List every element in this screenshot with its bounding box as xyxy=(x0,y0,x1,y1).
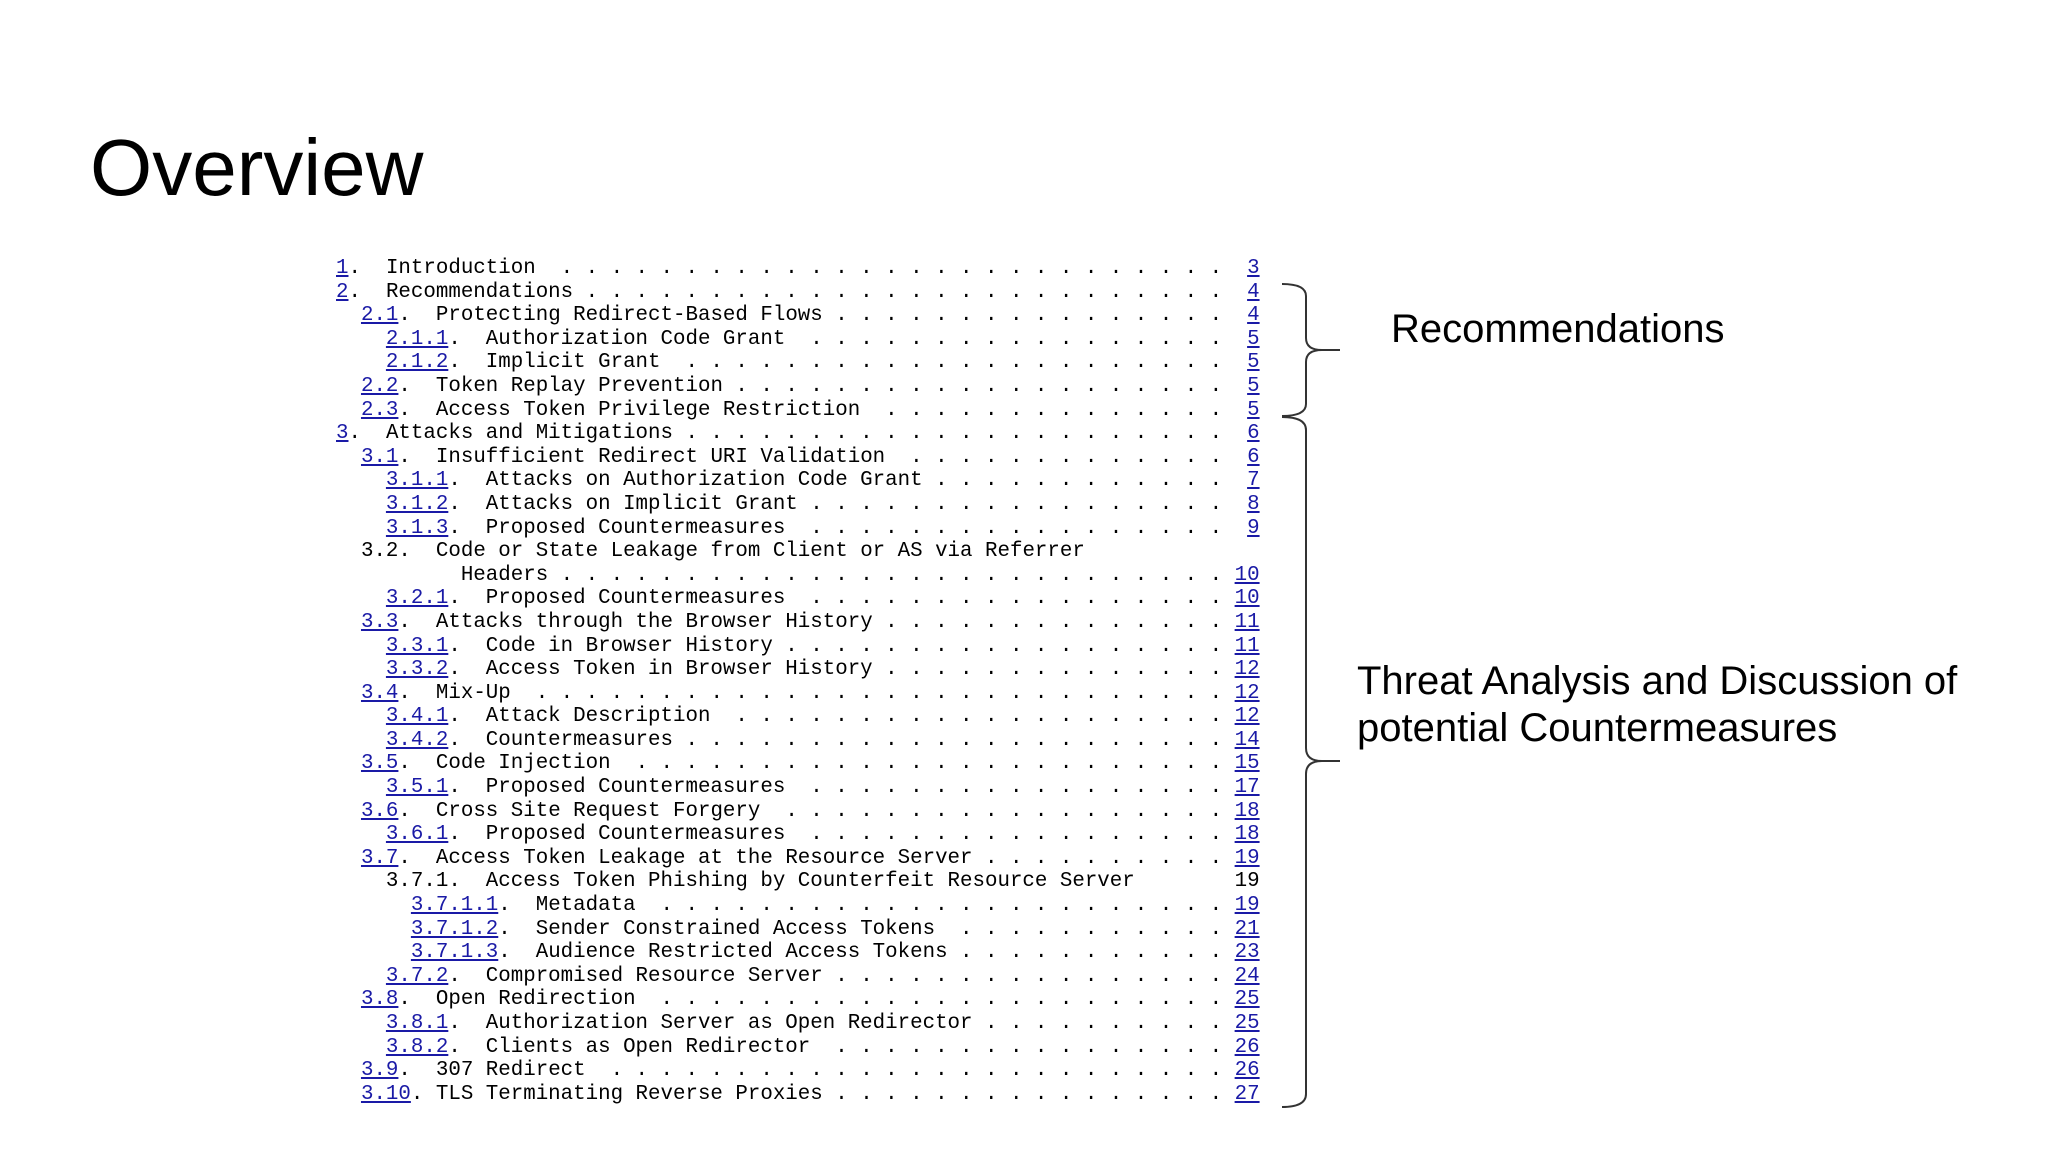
toc-leader-dots: . . . . . . . . . . . . xyxy=(922,469,1223,493)
toc-separator: . xyxy=(398,799,436,823)
toc-leader-dots: . . . . . . . . . . . . . . . . . . . . . . . . . xyxy=(585,1059,1223,1083)
toc-entry[interactable] xyxy=(336,493,1260,517)
toc-entry[interactable] xyxy=(336,328,1260,352)
toc-leader-dots: . . . . . . . . . . . . . . . . . . . . . . . xyxy=(635,894,1223,918)
toc-leader-dots: . . . . . . . . . . . . . . . . . . . . . . . . . . xyxy=(573,280,1223,304)
toc-separator: . xyxy=(410,1082,436,1106)
toc-section-number[interactable]: 3.2.1 xyxy=(385,587,449,611)
toc-separator: . xyxy=(448,469,486,493)
toc-section-number[interactable]: 3.7 xyxy=(360,846,399,870)
toc-leader-dots: . . . . . . . . . . . . . . . . . . . . . . . . . . . xyxy=(548,563,1223,587)
toc-entry[interactable] xyxy=(336,1059,1260,1083)
toc-entry[interactable] xyxy=(336,752,1260,776)
toc-separator: . xyxy=(448,776,486,800)
toc-leader-dots: . . . . . . . . . . . . . . . . . . xyxy=(760,799,1223,823)
toc-entry[interactable] xyxy=(336,1083,1260,1107)
toc-entry[interactable] xyxy=(336,257,1260,281)
toc-entry[interactable] xyxy=(336,375,1260,399)
toc-leader-dots: . . . . . . . . . . . xyxy=(947,941,1223,965)
toc-leader-dots: . . . . . . . . . . . . . . xyxy=(860,398,1223,422)
toc-title: Sender Constrained Access Tokens xyxy=(535,917,936,941)
toc-section-number[interactable]: 3.4.2 xyxy=(385,728,449,752)
toc-entry[interactable] xyxy=(336,399,1260,423)
toc-entry[interactable] xyxy=(336,918,1260,942)
toc-title: Headers xyxy=(460,563,549,587)
toc-section-number[interactable]: 2.1.2 xyxy=(385,351,449,375)
toc-leader-dots: . . . . . . . . . . . . . . . . . xyxy=(785,823,1223,847)
toc-entry[interactable] xyxy=(336,1012,1260,1036)
toc-separator: . xyxy=(448,634,486,658)
toc-separator: . xyxy=(398,398,436,422)
toc-separator: . xyxy=(398,681,436,705)
toc-section-number[interactable]: 3.7.2 xyxy=(385,964,449,988)
toc-page-number[interactable]: 26 xyxy=(1234,1035,1260,1059)
toc-page-number[interactable]: 18 xyxy=(1234,823,1260,847)
toc-section-number: 3.2 xyxy=(360,540,399,564)
toc-leader-dots: . . . . . . . . . . . . . . . . . . . . . . . xyxy=(635,988,1223,1012)
toc-title: Proposed Countermeasures xyxy=(485,516,786,540)
toc-separator: . xyxy=(448,964,486,988)
toc-section-number[interactable]: 3.4.1 xyxy=(385,705,449,729)
toc-leader-dots: . . . . . . . . . . . . . xyxy=(885,445,1223,469)
toc-title: Metadata xyxy=(535,894,636,918)
toc-separator: . xyxy=(398,304,436,328)
toc-separator: . xyxy=(448,587,486,611)
toc-title: 307 Redirect xyxy=(435,1059,586,1083)
toc-title: Access Token in Browser History xyxy=(485,658,873,682)
toc-page-number[interactable]: 10 xyxy=(1234,587,1260,611)
toc-page-number[interactable]: 19 xyxy=(1234,894,1260,918)
toc-separator: . xyxy=(398,846,436,870)
brace-threat-shape xyxy=(1282,417,1340,1107)
toc-entry[interactable] xyxy=(336,705,1260,729)
toc-page-number[interactable]: 6 xyxy=(1247,445,1260,469)
toc-entry[interactable] xyxy=(336,422,1260,446)
toc-page-number[interactable]: 15 xyxy=(1234,752,1260,776)
toc-entry[interactable] xyxy=(336,965,1260,989)
toc-leader-dots: . . . . . . . . . . . . . . . . . . . . xyxy=(710,705,1223,729)
toc-leader-dots: . . . . . . . . . . . . . . . . . xyxy=(797,492,1223,516)
toc-separator: . xyxy=(448,823,486,847)
toc-section-number[interactable]: 3.5 xyxy=(360,752,399,776)
toc-leader-dots: . . . . . . . . . . . . . . . . . . . . . . xyxy=(660,351,1223,375)
slide-title: Overview xyxy=(90,123,424,212)
toc-title: Implicit Grant xyxy=(485,351,661,375)
toc-separator: . xyxy=(398,374,436,398)
toc-section-number[interactable]: 1 xyxy=(336,257,349,280)
toc-title: Authorization Server as Open Redirector xyxy=(485,1012,973,1035)
toc-separator: . xyxy=(448,351,486,375)
toc-leader-dots: . . . . . . . . . . . . . . . . . . . . . . xyxy=(672,728,1223,752)
toc-entry[interactable] xyxy=(336,988,1260,1012)
toc-entry[interactable] xyxy=(336,517,1260,541)
toc-title: Insufficient Redirect URI Validation xyxy=(435,445,886,469)
toc-section-number[interactable]: 3.9 xyxy=(360,1059,399,1083)
toc-separator: . xyxy=(348,422,386,446)
toc-separator: . xyxy=(348,257,386,280)
toc-page-number[interactable]: 10 xyxy=(1234,563,1260,587)
recommendations-annotation: Recommendations xyxy=(1391,307,1725,351)
toc-section-number[interactable]: 3.7.1.1 xyxy=(410,894,499,918)
toc-page-number[interactable]: 25 xyxy=(1234,988,1260,1012)
toc-entry[interactable] xyxy=(336,941,1260,965)
toc-title: Countermeasures xyxy=(485,728,673,752)
toc-page-number[interactable]: 12 xyxy=(1234,658,1260,682)
toc-page-number: 19 xyxy=(1234,870,1260,894)
toc-leader-dots: . . . . . . . . . . . . . . . . . . . . xyxy=(722,374,1223,398)
toc-separator: . xyxy=(448,516,486,540)
toc-separator: . xyxy=(448,1035,486,1059)
toc-entry[interactable] xyxy=(336,469,1260,493)
toc-leader-dots: . . . . . . . . . . . . . . . . xyxy=(822,964,1223,988)
toc-entry[interactable] xyxy=(336,1036,1260,1060)
toc-entry[interactable] xyxy=(336,823,1260,847)
toc-separator: . xyxy=(448,870,486,894)
toc-section-number[interactable]: 3.3.1 xyxy=(385,634,449,658)
toc-separator: . xyxy=(448,705,486,729)
toc-title: Access Token Phishing by Counterfeit Resource Server xyxy=(485,870,1135,894)
toc-page-number[interactable]: 11 xyxy=(1234,610,1260,634)
toc-separator: . xyxy=(448,492,486,516)
toc-page-number[interactable]: 26 xyxy=(1234,1059,1260,1083)
toc-entry[interactable] xyxy=(336,564,1260,588)
toc-separator: . xyxy=(398,988,436,1012)
toc-leader-dots: . . . . . . . . . . . . . . . . xyxy=(822,304,1223,328)
toc-entry[interactable] xyxy=(336,800,1260,824)
toc-leader-dots: . . . . . . . . . . . xyxy=(935,917,1223,941)
toc-leader-dots: . . . . . . . . . . . . . . . . . xyxy=(785,516,1223,540)
toc-section-number[interactable]: 3.1.2 xyxy=(385,492,449,516)
toc-title: Mix-Up xyxy=(435,681,511,705)
toc-page-number[interactable]: 27 xyxy=(1234,1082,1260,1106)
toc-page-number[interactable]: 24 xyxy=(1234,964,1260,988)
toc-leader-dots: . . . . . . . . . . . . . . . . . . . . . . . . . . . xyxy=(535,257,1223,280)
toc-page-number[interactable]: 18 xyxy=(1234,799,1260,823)
toc-page-number[interactable]: 9 xyxy=(1247,516,1260,540)
toc-leader-dots: . . . . . . . . . . . . . . . . . xyxy=(785,776,1223,800)
toc-separator: . xyxy=(398,445,436,469)
toc-section-number[interactable]: 3.8 xyxy=(360,988,399,1012)
toc-leader-dots: . . . . . . . . . . . . . . xyxy=(872,658,1223,682)
toc-section-number[interactable]: 3.3 xyxy=(360,610,399,634)
toc-entry[interactable] xyxy=(336,304,1260,328)
toc-entry[interactable] xyxy=(336,587,1260,611)
toc-section-number[interactable]: 2.1 xyxy=(360,304,399,328)
toc-separator: . xyxy=(448,1012,486,1035)
toc-section-number[interactable]: 3.3.2 xyxy=(385,658,449,682)
toc-page-number[interactable]: 5 xyxy=(1247,398,1260,422)
toc-title: Code in Browser History xyxy=(485,634,773,658)
toc-title: Code or State Leakage from Client or AS via Referrer xyxy=(435,540,1085,564)
toc-leader-dots: . . . . . . . . . . . . . . . . . . . . . . xyxy=(672,422,1223,446)
toc-section-number[interactable]: 3.1 xyxy=(360,445,399,469)
toc-separator: . xyxy=(398,1059,436,1083)
toc-title: Proposed Countermeasures xyxy=(485,823,786,847)
table-of-contents xyxy=(336,257,1260,1106)
threat-annotation-line-2: potential Countermeasures xyxy=(1357,706,1838,750)
toc-leader-dots: . . . . . . . . . . . . . . . . . . . . . . . . . . . . xyxy=(510,681,1223,705)
toc-page-number[interactable]: 5 xyxy=(1247,327,1260,351)
toc-leader-dots: . . . . . . . . . . . . . . . . . xyxy=(785,587,1223,611)
brace-recommendations-shape xyxy=(1282,284,1340,416)
toc-page-number[interactable]: 11 xyxy=(1234,634,1260,658)
toc-entry[interactable] xyxy=(336,847,1260,871)
threat-analysis-annotation xyxy=(1357,658,1957,752)
toc-title: TLS Terminating Reverse Proxies xyxy=(435,1082,823,1106)
toc-leader-dots: . . . . . . . . . . . . . . . . . xyxy=(785,327,1223,351)
toc-section-number[interactable]: 2.1.1 xyxy=(385,327,449,351)
toc-entry[interactable] xyxy=(336,635,1260,659)
toc-page-number[interactable]: 25 xyxy=(1234,1012,1260,1035)
toc-separator: . xyxy=(398,540,436,564)
toc-section-number[interactable]: 3.7.1.3 xyxy=(410,941,499,965)
toc-title: Code Injection xyxy=(435,752,611,776)
toc-leader-dots: . . . . . . . . . . . . . . . . xyxy=(810,1035,1223,1059)
toc-separator: . xyxy=(448,728,486,752)
toc-title: Authorization Code Grant xyxy=(485,327,786,351)
toc-title: Attacks on Implicit Grant xyxy=(485,492,798,516)
toc-title: Compromised Resource Server xyxy=(485,964,823,988)
toc-section-number[interactable]: 2.2 xyxy=(360,374,399,398)
toc-section-number[interactable]: 3.10 xyxy=(360,1082,411,1106)
toc-page-number[interactable]: 3 xyxy=(1247,257,1260,280)
toc-section-number[interactable]: 2 xyxy=(336,280,349,304)
toc-entry[interactable] xyxy=(336,540,1260,564)
toc-title: Protecting Redirect-Based Flows xyxy=(435,304,823,328)
threat-annotation-line-1: Threat Analysis and Discussion of xyxy=(1357,659,1958,703)
toc-leader-dots: . . . . . . . . . . . . . . . . . . . . . . . . xyxy=(610,752,1223,776)
toc-page-number[interactable]: 14 xyxy=(1234,728,1260,752)
toc-title: Access Token Leakage at the Resource Server xyxy=(435,846,973,870)
toc-title: Cross Site Request Forgery xyxy=(435,799,761,823)
toc-page-number[interactable]: 12 xyxy=(1234,681,1260,705)
toc-leader-dots: . . . . . . . . . . xyxy=(972,846,1223,870)
toc-page-number[interactable]: 4 xyxy=(1247,304,1260,328)
toc-entry[interactable] xyxy=(336,351,1260,375)
toc-section-number[interactable]: 3.1.1 xyxy=(385,469,449,493)
toc-page-number[interactable]: 17 xyxy=(1234,776,1260,800)
toc-title: Recommendations xyxy=(385,280,574,304)
toc-section-number[interactable]: 3.8.2 xyxy=(385,1035,449,1059)
toc-section-number[interactable]: 3.8.1 xyxy=(385,1012,449,1035)
toc-entry[interactable] xyxy=(336,870,1260,894)
toc-separator: . xyxy=(498,894,536,918)
toc-page-number[interactable]: 4 xyxy=(1247,280,1260,304)
toc-page-number[interactable]: 21 xyxy=(1234,917,1260,941)
toc-title: Introduction xyxy=(385,257,536,280)
toc-entry[interactable] xyxy=(336,611,1260,635)
toc-section-number: 3.7.1 xyxy=(385,870,449,894)
toc-section-number[interactable]: 2.3 xyxy=(360,398,399,422)
toc-title: Access Token Privilege Restriction xyxy=(435,398,861,422)
toc-entry[interactable] xyxy=(336,894,1260,918)
toc-page-number[interactable]: 7 xyxy=(1247,469,1260,493)
toc-section-number[interactable]: 3.5.1 xyxy=(385,776,449,800)
toc-title: Attacks on Authorization Code Grant xyxy=(485,469,923,493)
toc-leader-dots: . . . . . . . . . . . . . . . . . . xyxy=(772,634,1223,658)
toc-title: Attack Description xyxy=(485,705,711,729)
toc-title: Audience Restricted Access Tokens xyxy=(535,941,948,965)
toc-page-number[interactable]: 5 xyxy=(1247,374,1260,398)
toc-leader-dots: . . . . . . . . . . xyxy=(972,1012,1223,1035)
toc-title: Proposed Countermeasures xyxy=(485,587,786,611)
toc-separator: . xyxy=(348,280,386,304)
toc-entry[interactable] xyxy=(336,682,1260,706)
toc-page-number[interactable]: 8 xyxy=(1247,492,1260,516)
toc-leader-dots: . . . . . . . . . . . . . . . . xyxy=(822,1082,1223,1106)
toc-page-number[interactable]: 19 xyxy=(1234,846,1260,870)
toc-title: Proposed Countermeasures xyxy=(485,776,786,800)
toc-section-number[interactable]: 3.6.1 xyxy=(385,823,449,847)
toc-separator: . xyxy=(398,752,436,776)
toc-leader-dots: . . . . . . . . . . . . . . xyxy=(872,610,1223,634)
toc-separator: . xyxy=(398,610,436,634)
toc-entry[interactable] xyxy=(336,658,1260,682)
toc-entry[interactable] xyxy=(336,729,1260,753)
toc-title: Clients as Open Redirector xyxy=(485,1035,811,1059)
toc-page-number[interactable]: 5 xyxy=(1247,351,1260,375)
toc-separator: . xyxy=(498,941,536,965)
toc-separator: . xyxy=(498,917,536,941)
toc-title: Attacks through the Browser History xyxy=(435,610,873,634)
toc-section-number[interactable]: 3 xyxy=(336,422,349,446)
toc-section-number[interactable]: 3.1.3 xyxy=(385,516,449,540)
toc-separator: . xyxy=(448,658,486,682)
toc-section-number[interactable]: 3.7.1.2 xyxy=(410,917,499,941)
toc-title: Attacks and Mitigations xyxy=(385,422,673,446)
toc-section-number[interactable]: 3.4 xyxy=(360,681,399,705)
toc-section-number[interactable]: 3.6 xyxy=(360,799,399,823)
toc-page-number[interactable]: 6 xyxy=(1247,422,1260,446)
toc-title: Token Replay Prevention xyxy=(435,374,723,398)
toc-separator: . xyxy=(448,327,486,351)
toc-page-number[interactable]: 23 xyxy=(1234,941,1260,965)
toc-entry[interactable] xyxy=(336,776,1260,800)
toc-title: Open Redirection xyxy=(435,988,636,1012)
toc-entry[interactable] xyxy=(336,281,1260,305)
toc-page-number[interactable]: 12 xyxy=(1234,705,1260,729)
toc-entry[interactable] xyxy=(336,446,1260,470)
